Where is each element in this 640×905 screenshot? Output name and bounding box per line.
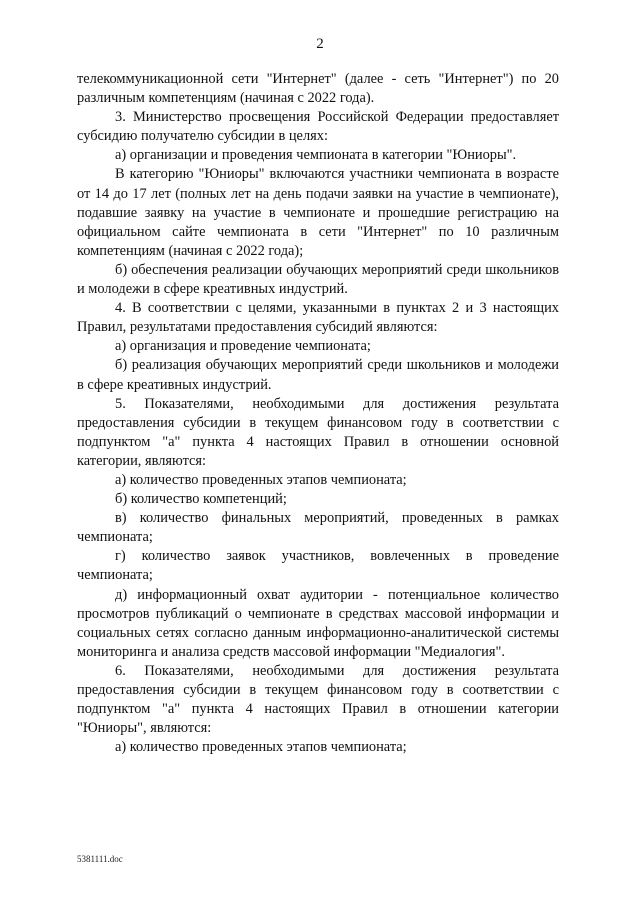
paragraph-6a-stages-count: а) количество проведенных этапов чемпионата; xyxy=(115,739,407,756)
paragraph-juniors-category-definition: В категорию "Юниоры" включаются участники чемпионата в возрасте от 14 до 17 лет (полных лет на день подачи заявки на участие в чемпионате), подавшие заявку на участие в чемпионате и прошедшие регистрацию на официальном сайте чемпионата в сети "Интернет" по 10 различным компетенциям (начиная с 2022 года); xyxy=(77,166,559,259)
paragraph-6-juniors-indicators: 6. Показателями, необходимыми для достижения результата предоставления субсидии в текущем финансовом году в соответствии с подпунктом "а" пункта 4 настоящих Правил в отношении категории "Юниоры", являются: xyxy=(77,662,559,737)
paragraph-5v-final-events-count: в) количество финальных мероприятий, проведенных в рамках чемпионата; xyxy=(77,510,559,546)
paragraph-5d-media-coverage: д) информационный охват аудитории - потенциальное количество просмотров публикаций о чемпионате в средствах массовой информации и социальных сетях согласно данным информационно-аналитической системы мониторинга и анализа средств массовой информации "Медиалогия". xyxy=(77,586,559,660)
document-body xyxy=(77,70,559,757)
paragraph-5-main-category-indicators: 5. Показателями, необходимыми для достижения результата предоставления субсидии в текущем финансовом году в соответствии с подпунктом "а" пункта 4 настоящих Правил в отношении основной категории, являются: xyxy=(77,395,559,469)
document-file-code: 5381111.doc xyxy=(77,854,123,864)
paragraph-4a-championship: а) организация и проведение чемпионата; xyxy=(115,338,371,355)
paragraph-5a-stages-count: а) количество проведенных этапов чемпионата; xyxy=(115,471,407,488)
paragraph-3a-juniors-championship: а) организации и проведения чемпионата в категории "Юниоры". xyxy=(115,147,517,164)
paragraph-4-results: 4. В соответствии с целями, указанными в пунктах 2 и 3 настоящих Правил, результатами предоставления субсидий являются: xyxy=(77,300,559,336)
paragraph-internet-continuation: телекоммуникационной сети "Интернет" (далее - сеть "Интернет") по 20 различным компетенциям (начиная с 2022 года). xyxy=(77,71,559,107)
paragraph-5b-competencies-count: б) количество компетенций; xyxy=(115,491,287,508)
paragraph-3b-educational-events: б) обеспечения реализации обучающих мероприятий среди школьников и молодежи в сфере креативных индустрий. xyxy=(77,261,559,298)
paragraph-4b-educational-events: б) реализация обучающих мероприятий среди школьников и молодежи в сфере креативных индустрий. xyxy=(77,357,559,393)
page-number: 2 xyxy=(316,36,324,52)
paragraph-5g-applications-count: г) количество заявок участников, вовлеченных в проведение чемпионата; xyxy=(77,548,559,584)
paragraph-3-subsidy-goals: 3. Министерство просвещения Российской Федерации предоставляет субсидию получателю субсидии в целях: xyxy=(77,109,559,145)
